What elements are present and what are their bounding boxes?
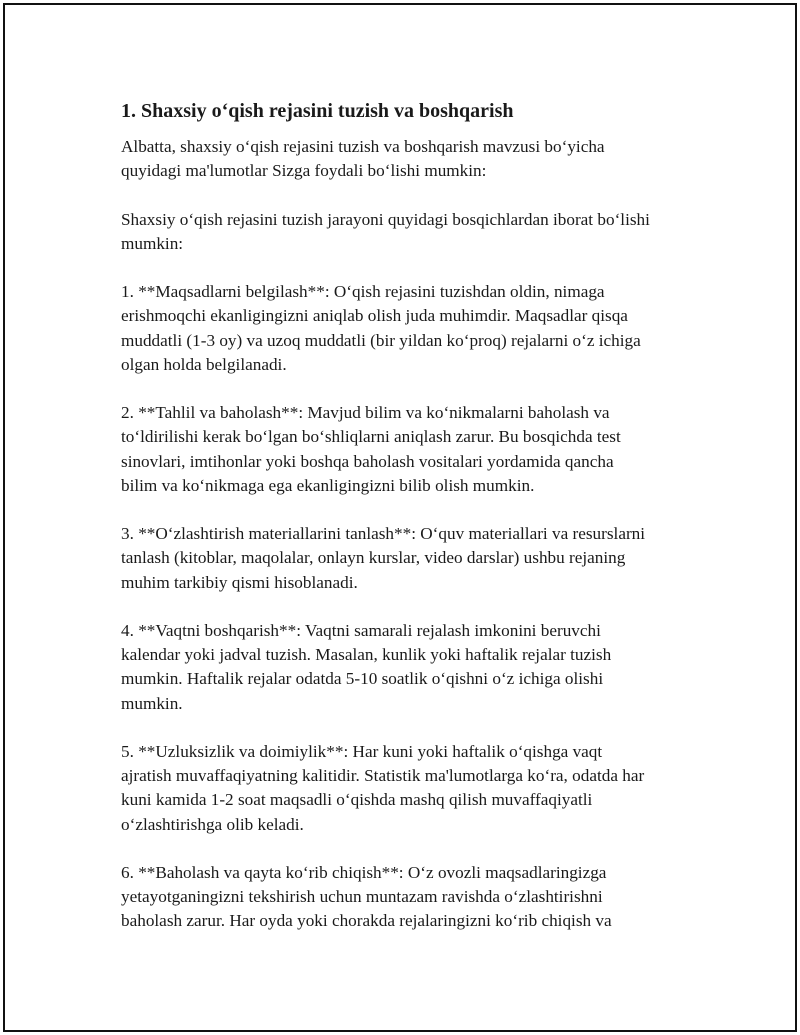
text-line: muddatli (1-3 oy) va uzoq muddatli (bir yildan ko‘proq) rejalarni o‘z ichiga	[121, 330, 641, 350]
text-line: 6. **Baholash va qayta ko‘rib chiqish**: O‘z ovozli maqsadlaringizga	[121, 862, 607, 882]
paragraph-step-3	[121, 522, 696, 595]
paragraph-step-4	[121, 619, 696, 716]
text-line: 5. **Uzluksizlik va doimiylik**: Har kuni yoki haftalik o‘qishga vaqt	[121, 741, 603, 761]
page-frame	[3, 3, 797, 1032]
text-line: 3. **O‘zlashtirish materiallarini tanlash**: O‘quv materiallari va resurslarni	[121, 524, 646, 544]
paragraph-process	[121, 208, 696, 256]
text-line: erishmoqchi ekanligingizni aniqlab olish juda muhimdir. Maqsadlar qisqa	[121, 306, 628, 326]
text-line: mumkin.	[121, 693, 183, 713]
text-line: yetayotganingizni tekshirish uchun muntazam ravishda o‘zlashtirishni	[121, 887, 603, 907]
document-heading: 1. Shaxsiy o‘qish rejasini tuzish va boshqarish	[121, 100, 514, 122]
text-line: 4. **Vaqtni boshqarish**: Vaqtni samarali rejalash imkonini beruvchi	[121, 620, 601, 640]
text-line: Shaxsiy o‘qish rejasini tuzish jarayoni quyidagi bosqichlardan iborat bo‘lishi	[121, 209, 650, 229]
document-body	[121, 97, 696, 958]
text-line: kalendar yoki jadval tuzish. Masalan, kunlik yoki haftalik rejalar tuzish	[121, 645, 612, 665]
text-line: mumkin:	[121, 233, 184, 253]
text-line: to‘ldirilishi kerak bo‘lgan bo‘shliqlarni aniqlash zarur. Bu bosqichda test	[121, 427, 621, 447]
text-line: mumkin. Haftalik rejalar odatda 5-10 soatlik o‘qishni o‘z ichiga olishi	[121, 669, 604, 689]
text-line: olgan holda belgilanadi.	[121, 354, 287, 374]
text-line: Albatta, shaxsiy o‘qish rejasini tuzish va boshqarish mavzusi bo‘yicha	[121, 137, 605, 156]
text-line: quyidagi ma'lumotlar Sizga foydali bo‘lishi mumkin:	[121, 161, 487, 181]
text-line: muhim tarkibiy qismi hisoblanadi.	[121, 572, 358, 592]
text-line: bilim va ko‘nikmaga ega ekanligingizni bilib olish mumkin.	[121, 475, 535, 495]
text-line: 2. **Tahlil va baholash**: Mavjud bilim va ko‘nikmalarni baholash va	[121, 403, 610, 423]
paragraph-step-6	[121, 861, 696, 934]
paragraph-step-1	[121, 280, 696, 377]
text-line: kuni kamida 1-2 soat maqsadli o‘qishda mashq qilish muvaffaqiyatli	[121, 790, 593, 810]
text-line: 1. **Maqsadlarni belgilash**: O‘qish rejasini tuzishdan oldin, nimaga	[121, 282, 605, 302]
text-line: sinovlari, imtihonlar yoki boshqa baholash vositalari yordamida qancha	[121, 451, 614, 471]
paragraph-step-5	[121, 740, 696, 837]
text-line: ajratish muvaffaqiyatning kalitidir. Statistik ma'lumotlarga ko‘ra, odatda har	[121, 766, 645, 786]
text-line: o‘zlashtirishga olib keladi.	[121, 814, 304, 834]
text-line: baholash zarur. Har oyda yoki chorakda rejalaringizni ko‘rib chiqish va	[121, 911, 612, 931]
paragraph-step-2	[121, 401, 696, 498]
paragraph-intro	[121, 135, 696, 183]
text-line: tanlash (kitoblar, maqolalar, onlayn kurslar, video darslar) ushbu rejaning	[121, 548, 626, 568]
